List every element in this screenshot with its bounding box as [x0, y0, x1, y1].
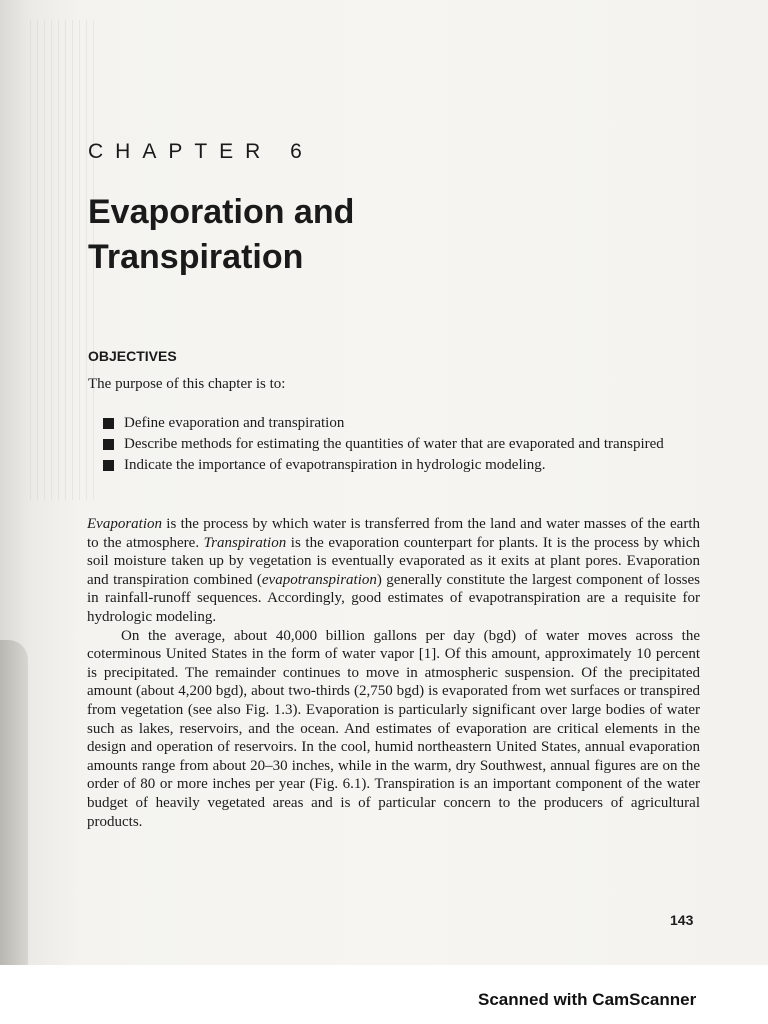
- term-evaporation: Evaporation: [87, 516, 162, 532]
- chapter-title-line-1: Evaporation and: [88, 193, 355, 231]
- term-evapotranspiration: evapotranspiration: [261, 571, 377, 588]
- page-number: 143: [670, 912, 694, 928]
- objective-item: [103, 456, 701, 475]
- objectives-intro: The purpose of this chapter is to:: [88, 376, 286, 392]
- term-transpiration: Transpiration: [203, 534, 287, 551]
- chapter-title: [88, 190, 354, 280]
- chapter-label: CHAPTER 6: [88, 140, 314, 163]
- square-bullet-icon: [103, 439, 114, 450]
- paragraph-1-text-a: is the process by which water is transferred from the land and water masses of the earth to the atmosphere.: [87, 516, 700, 551]
- objective-text: Describe methods for estimating the quantities of water that are evaporated and transpired: [124, 436, 664, 452]
- objectives-heading: OBJECTIVES: [88, 348, 177, 364]
- square-bullet-icon: [103, 418, 114, 429]
- objective-text: Indicate the importance of evapotranspiration in hydrologic modeling.: [124, 457, 546, 473]
- paragraph-1: [87, 515, 700, 627]
- objective-item: [103, 414, 701, 433]
- book-spine-shadow: [0, 640, 28, 965]
- paragraph-2: On the average, about 40,000 billion gallons per day (bgd) of water moves across the coterminous United States in the form of water vapor [1]. Of this amount, approximately 10 percent is precipitated. The remainder continues to move in atmospheric suspension. Of the precipitated amount (about 4,200 bgd), about two-thirds (2,750 bgd) is evaporated from wet surfaces or transpired from vegetation (see also Fig. 1.3). Evaporation is particularly significant over large bodies of water such as lakes, reservoirs, and the ocean. And estimates of evaporation are critical elements in the design and operation of reservoirs. In the cool, humid northeastern United States, annual evaporation amounts range from about 20–30 inches, while in the warm, dry Southwest, annual figures are on the order of 80 or more inches per year (Fig. 6.1). Transpiration is an important component of the water budget of heavily vegetated areas and is of particular concern to the producers of agricultural products.: [87, 627, 700, 830]
- body-text: [87, 515, 700, 831]
- camscanner-watermark: Scanned with CamScanner: [478, 990, 697, 1009]
- paragraph-1-text-c: ) generally constitute the largest component of losses in rainfall-runoff sequences. Accordingly, good estimates of evapotranspiration are a requisite for hydrologic modeling.: [87, 571, 700, 625]
- chapter-title-line-2: Transpiration: [88, 238, 304, 276]
- square-bullet-icon: [103, 460, 114, 471]
- objective-text: Define evaporation and transpiration: [124, 415, 345, 431]
- objective-item: [103, 435, 701, 454]
- objectives-list: [103, 414, 701, 477]
- paragraph-1-text-b: is the evaporation counterpart for plants. It is the process by which soil moisture taken up by vegetation is eventually evaporated as it exits at plant pores. Evaporation and transpiration combined (: [87, 534, 700, 588]
